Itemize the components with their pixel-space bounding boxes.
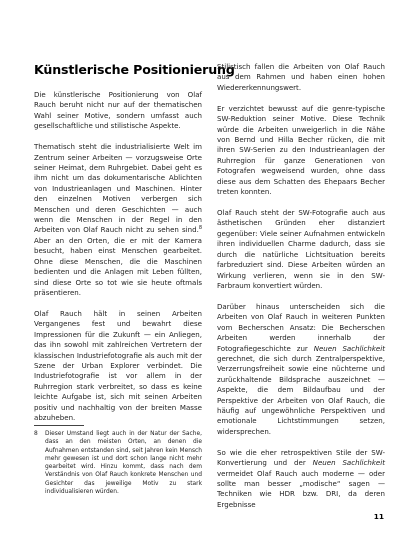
right-column [217,62,385,521]
page-number: 11 [373,512,384,521]
footnote-text: Dieser Umstand liegt auch in der Natur der Sache, dass an den meisten Orten, an denen die Aufnahmen entstanden sind, seit Jahren kein Mensch mehr gewesen ist und dort schon lange nicht mehr gearbeitet wird. Hinzu kommt, dass nach dem Verständnis von Olaf Rauch konkrete Menschen und Gesichter das jeweilige Motiv zu stark individualisieren würden. [45,431,202,496]
paragraph: Die künstlerische Positionierung von Olaf Rauch beruht nicht nur auf der thematischen Wahl seiner Motive, sondern umfasst auch gesellschaftliche und stilistische Aspekte. [34,90,202,131]
italic-term: Neuen Sachlichkeit [312,458,385,468]
footnote-number: 8 [34,431,38,437]
footnote-divider [34,425,84,426]
italic-term: Neuen Sachlichkeit [313,343,385,353]
paragraph-text: Darüber hinaus unterscheiden sich die Arbeiten von Olaf Rauch in weiteren Punkten vom Becherschen Ansatz: Die Becherschen Arbeiten werden innerhalb der Fotografiegeschichte zur [217,301,385,353]
paragraph-text: Thematisch steht die industrialisierte Welt im Zentrum seiner Arbeiten — vorzugsweise Orte seiner Heimat, dem Ruhrgebiet. Dabei geht es ihm nicht um das dokumentarische Ablichten von Industrieanlagen und Maschinen. Hinter den einzelnen Motiven verbergen sich Menschen und deren Geschichten — auch wenn die Menschen in der Regel in den Arbeiten von Olaf Rauch nicht zu sehen sind. [34,142,202,235]
paragraph: Er verzichtet bewusst auf die genre-typische SW-Reduktion seiner Motive. Diese Technik würde die Arbeiten unweigerlich in die Nähe von Bernd und Hilla Becher rücken, die mit ihren SW-Serien zu den Industrieanlagen der Ruhrregion für ganze Generationen von Fotografen wegweisend wurden, ohne dass diese aus dem Schatten des Ehepaars Becher treten konnten. [217,103,385,197]
left-column [34,62,235,434]
paragraph: Stilistisch fallen die Arbeiten von Olaf Rauch aus dem Rahmen und haben einen hohen Wiedererkennungswert. [217,62,385,92]
footnote-reference[interactable]: 8 [198,225,202,232]
footnote [34,430,202,496]
paragraph: Olaf Rauch steht der SW-Fotografie auch aus ästhetischen Gründen eher distanziert gegenüber: Viele seiner Aufnahmen entwickeln ihren individuellen Charme dadurch, dass sie durch die natürliche Lichtsituation bereits farbreduziert sind. Diese Arbeiten würden an Wirkung verlieren, wenn sie in den SW-Farbraum konvertiert würden. [217,208,385,290]
paragraph [217,302,385,437]
paragraph-text: vermeidet Olaf Rauch auch moderne — oder sollte man besser „modische“ sagen — Techniken wie HDR bzw. DRI, da deren Ergebnisse [217,468,385,509]
paragraph-text: So wie die eher retrospektiven Stile der SW-Konvertierung und der [217,447,385,468]
paragraph: Olaf Rauch hält in seinen Arbeiten Vergangenes fest und bewahrt diese Impressionen für die Zukunft — ein Anliegen, das ihn sowohl mit zahlreichen Vertretern der klassischen Industriefotografie als auch mit der Szene der Urban Explorer verbindet. Die Industriefotografie ist vor allem in der Ruhrregion stark verbreitet, so dass es keine leichte Aufgabe ist, sich mit seinen Arbeiten positiv und nachhaltig von der breiten Masse abzuheben. [34,308,202,422]
paragraph-text: gerechnet, die sich durch Zentralperspektive, Verzerrungsfreiheit sowie eine nüchterne und zurückhaltende Bildsprache auszeichnet — Aspekte, die dem Bildaufbau und der Perspektive der Arbeiten von Olaf Rauch, die häufig auf ungewöhnliche Perspektiven und emotionale Lichtstimmungen setzen, widersprechen. [217,353,385,436]
section-heading: Künstlerische Positionierung [34,62,235,77]
paragraph-text: Aber an den Orten, die er mit der Kamera besucht, haben einst Menschen gearbeitet. Ohne diese Menschen, die die Maschinen bedienten und die Anlagen mit Leben füllten, sind diese Orte so tot wie sie heute oftmals präsentieren. [34,235,202,297]
paragraph [34,142,202,298]
paragraph [217,448,385,510]
